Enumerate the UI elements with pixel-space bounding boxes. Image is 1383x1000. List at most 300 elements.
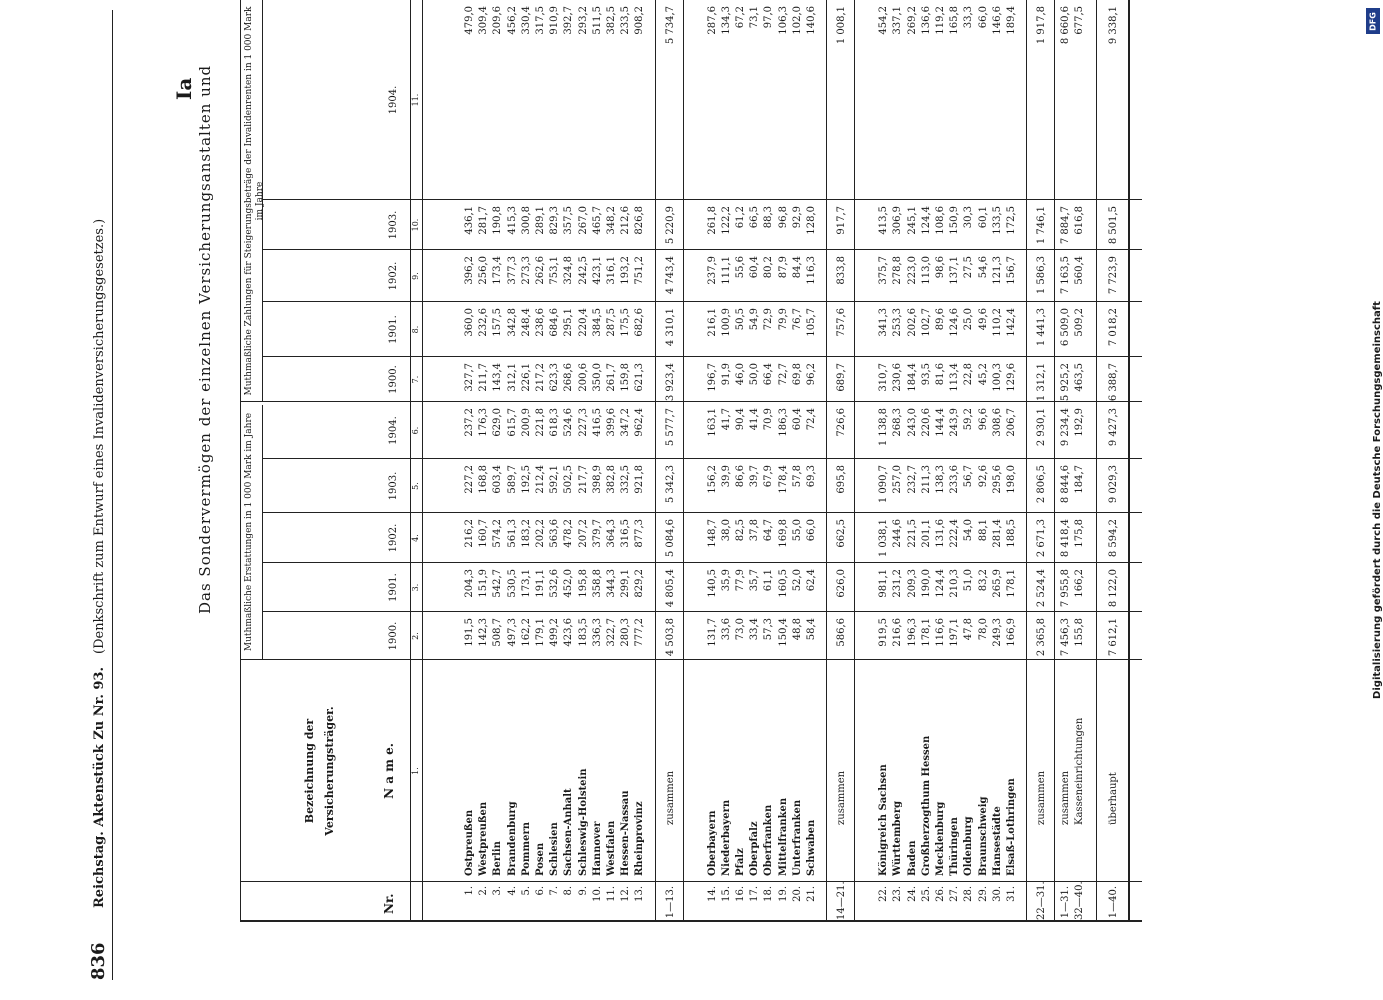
row-number: 24. xyxy=(906,886,918,902)
row-value: 962,4 xyxy=(634,408,646,437)
row-value: 753,1 xyxy=(549,256,561,285)
row-value: 337,1 xyxy=(892,6,904,35)
row-value: 91,9 xyxy=(720,363,732,386)
row-value: 231,2 xyxy=(892,569,904,598)
row-value: 119,2 xyxy=(935,6,946,35)
row-value: 184,7 xyxy=(1074,465,1086,494)
row-value: 156,7 xyxy=(1006,256,1017,285)
row-value: 398,9 xyxy=(591,465,603,494)
row-value: 105,7 xyxy=(806,308,817,337)
row-value: 508,7 xyxy=(492,618,504,647)
group-header-zahlungen: Muthmaßliche Zahlungen für Steigerungsbeträge der Invalidenrenten in 1 000 Mark im Jahre xyxy=(244,6,265,396)
row-value: 6 388,7 xyxy=(1108,363,1120,402)
row-value: 41,7 xyxy=(720,408,732,431)
row-name: Ostpreußen xyxy=(464,809,475,876)
row-value: 227,2 xyxy=(464,465,475,494)
row-name: Oldenburg xyxy=(963,816,975,876)
row-value: 73,0 xyxy=(735,618,746,641)
row-number: 32—40. xyxy=(1074,881,1086,920)
row-value: 917,7 xyxy=(836,206,848,235)
running-title: (Denkschrift zum Entwurf eines Invalidenversicherungsgesetzes.) xyxy=(92,218,107,654)
row-value: 216,2 xyxy=(464,519,475,548)
row-value: 436,1 xyxy=(464,206,475,235)
row-value: 4 805,4 xyxy=(664,569,676,608)
row-value: 90,4 xyxy=(735,408,746,431)
row-value: 216,6 xyxy=(892,618,904,647)
row-value: 173,4 xyxy=(492,256,504,285)
row-value: 55,6 xyxy=(735,256,746,279)
row-value: 230,6 xyxy=(892,363,904,392)
table-border-bottom xyxy=(1128,0,1130,922)
row-value: 106,3 xyxy=(777,6,789,35)
row-number: 7. xyxy=(549,886,561,896)
row-value: 80,2 xyxy=(763,256,775,279)
row-value: 300,8 xyxy=(520,206,532,235)
row-value: 1 441,3 xyxy=(1036,308,1048,347)
row-value: 142,4 xyxy=(1006,308,1017,337)
running-title-bold: Reichstag. Aktenstück Zu Nr. 93. xyxy=(92,667,107,908)
row-number: 6. xyxy=(535,886,546,896)
row-value: 695,8 xyxy=(836,465,848,494)
row-value: 38,0 xyxy=(720,519,732,542)
row-value: 829,2 xyxy=(634,569,646,598)
column-number: 8. xyxy=(411,325,420,334)
row-value: 921,8 xyxy=(634,465,646,494)
row-value: 200,9 xyxy=(520,408,532,437)
column-number: 9. xyxy=(411,272,420,280)
column-number: 6. xyxy=(411,426,420,435)
row-number: 26. xyxy=(935,886,946,902)
row-value: 52,0 xyxy=(791,569,803,592)
row-value: 273,3 xyxy=(520,256,532,285)
row-value: 621,3 xyxy=(634,363,646,392)
row-value: 316,1 xyxy=(606,256,617,285)
row-value: 163,1 xyxy=(706,408,718,437)
row-value: 281,7 xyxy=(478,206,490,235)
row-value: 826,8 xyxy=(634,206,646,235)
column-rule-nr xyxy=(240,881,1142,882)
row-name: Schwaben xyxy=(806,819,817,876)
row-name: Rheinprovinz xyxy=(634,801,646,876)
row-value: 357,5 xyxy=(563,206,575,235)
row-value: 416,5 xyxy=(591,408,603,437)
row-value: 140,6 xyxy=(806,6,817,35)
row-value: 58,4 xyxy=(806,618,817,641)
row-value: 169,8 xyxy=(777,519,789,548)
row-value: 8 122,0 xyxy=(1108,569,1120,608)
row-value: 465,7 xyxy=(591,206,603,235)
row-value: 287,6 xyxy=(706,6,718,35)
row-number: 1—13. xyxy=(664,886,676,919)
dfg-logo xyxy=(1366,8,1380,34)
row-value: 919,5 xyxy=(878,618,890,647)
row-value: 1 917,8 xyxy=(1036,6,1048,45)
row-value: 196,7 xyxy=(706,363,718,392)
row-name: Brandenburg xyxy=(506,801,518,876)
row-value: 8 844,6 xyxy=(1060,465,1072,504)
year-header: 1901. xyxy=(388,573,399,602)
row-value: 563,6 xyxy=(549,519,561,548)
row-value: 30,3 xyxy=(963,206,975,229)
row-value: 89,6 xyxy=(935,308,946,331)
row-value: 312,1 xyxy=(506,363,518,392)
row-value: 144,4 xyxy=(935,408,946,437)
row-value: 142,3 xyxy=(478,618,490,647)
row-name: Thüringen xyxy=(949,817,961,876)
row-value: 478,2 xyxy=(563,519,575,548)
row-number: 2. xyxy=(478,886,490,896)
row-value: 308,6 xyxy=(991,408,1003,437)
row-value: 54,6 xyxy=(977,256,989,279)
row-value: 136,6 xyxy=(920,6,932,35)
row-value: 341,3 xyxy=(878,308,890,337)
row-value: 79,9 xyxy=(777,308,789,331)
row-number: 13. xyxy=(634,886,646,902)
row-value: 33,3 xyxy=(963,6,975,29)
row-value: 499,2 xyxy=(549,618,561,647)
total-rule xyxy=(854,0,855,922)
row-number: 30. xyxy=(991,886,1003,902)
row-value: 60,1 xyxy=(977,206,989,229)
row-value: 615,7 xyxy=(506,408,518,437)
row-value: 160,7 xyxy=(478,519,490,548)
row-name: Hansestädte xyxy=(991,806,1003,876)
year-header: 1904. xyxy=(388,85,399,115)
row-value: 5 734,7 xyxy=(664,6,676,45)
row-number: 12. xyxy=(620,886,632,902)
row-value: 156,2 xyxy=(706,465,718,494)
row-value: 25,0 xyxy=(963,308,975,331)
row-value: 7 955,8 xyxy=(1060,569,1072,608)
row-value: 910,9 xyxy=(549,6,561,35)
row-value: 188,5 xyxy=(1006,519,1017,548)
row-value: 423,1 xyxy=(591,256,603,285)
row-value: 157,5 xyxy=(492,308,504,337)
row-value: 82,5 xyxy=(735,519,746,542)
row-value: 57,8 xyxy=(791,465,803,488)
year-header: 1903. xyxy=(388,471,399,501)
row-value: 399,6 xyxy=(606,408,617,437)
row-number: 20. xyxy=(791,886,803,902)
row-value: 233,6 xyxy=(949,465,961,494)
row-value: 51,0 xyxy=(963,569,975,592)
row-value: 176,3 xyxy=(478,408,490,437)
row-value: 324,8 xyxy=(563,256,575,285)
row-value: 61,1 xyxy=(763,569,775,592)
row-value: 96,2 xyxy=(806,363,817,386)
column-number: 3. xyxy=(411,583,420,592)
row-value: 56,7 xyxy=(963,465,975,488)
row-value: 183,2 xyxy=(520,519,532,548)
block-rule xyxy=(655,0,656,922)
row-value: 278,8 xyxy=(892,256,904,285)
nr-header: Nr. xyxy=(382,893,396,914)
row-value: 59,2 xyxy=(963,408,975,431)
row-value: 684,6 xyxy=(549,308,561,337)
row-value: 245,1 xyxy=(906,206,918,235)
row-value: 87,9 xyxy=(777,256,789,279)
header-rule xyxy=(112,10,113,980)
row-value: 629,0 xyxy=(492,408,504,437)
row-value: 1 586,3 xyxy=(1036,256,1048,295)
row-value: 143,4 xyxy=(492,363,504,392)
row-value: 138,3 xyxy=(935,465,946,494)
row-value: 454,2 xyxy=(878,6,890,35)
row-number: 1—31. xyxy=(1060,886,1072,919)
row-value: 221,8 xyxy=(535,408,546,437)
row-value: 5 220,9 xyxy=(664,206,676,245)
column-number: 11. xyxy=(411,93,420,107)
row-value: 211,3 xyxy=(920,465,932,494)
row-value: 2 524,4 xyxy=(1036,569,1048,608)
row-value: 206,7 xyxy=(1006,408,1017,437)
row-value: 574,2 xyxy=(492,519,504,548)
row-value: 8 660,6 xyxy=(1060,6,1072,45)
row-name: Mecklenburg xyxy=(935,801,946,876)
row-value: 92,6 xyxy=(977,465,989,488)
row-value: 242,5 xyxy=(577,256,589,285)
row-value: 88,3 xyxy=(763,206,775,229)
row-value: 196,3 xyxy=(906,618,918,647)
row-value: 111,1 xyxy=(720,256,732,285)
row-value: 217,2 xyxy=(535,363,546,392)
row-value: 456,2 xyxy=(506,6,518,35)
row-value: 233,5 xyxy=(620,6,632,35)
row-value: 86,6 xyxy=(735,465,746,488)
row-name: Pfalz xyxy=(735,848,746,876)
row-value: 35,7 xyxy=(749,569,761,592)
row-value: 299,1 xyxy=(620,569,632,598)
row-value: 267,0 xyxy=(577,206,589,235)
row-value: 133,5 xyxy=(991,206,1003,235)
row-value: 22,8 xyxy=(963,363,975,386)
row-value: 66,0 xyxy=(977,6,989,29)
row-value: 5 925,2 xyxy=(1060,363,1072,402)
row-value: 198,0 xyxy=(1006,465,1017,494)
row-value: 415,3 xyxy=(506,206,518,235)
dfg-watermark xyxy=(1364,8,1382,992)
row-number: 18. xyxy=(763,886,775,902)
row-value: 256,0 xyxy=(478,256,490,285)
row-value: 35,9 xyxy=(720,569,732,592)
row-value: 178,4 xyxy=(777,465,789,494)
row-value: 463,5 xyxy=(1074,363,1086,392)
row-value: 586,6 xyxy=(836,618,848,647)
column-number: 4. xyxy=(411,534,420,542)
row-number: 14. xyxy=(706,886,718,902)
total-rule xyxy=(683,0,684,922)
row-value: 192,5 xyxy=(520,465,532,494)
row-value: 726,6 xyxy=(836,408,848,437)
row-value: 69,8 xyxy=(791,363,803,386)
row-value: 502,5 xyxy=(563,465,575,494)
row-value: 100,9 xyxy=(720,308,732,337)
row-name: Sachsen-Anhalt xyxy=(563,788,575,876)
table-border-top xyxy=(240,0,241,922)
row-value: 186,3 xyxy=(777,408,789,437)
row-value: 2 671,3 xyxy=(1036,519,1048,558)
row-value: 322,7 xyxy=(606,618,617,647)
row-value: 102,7 xyxy=(920,308,932,337)
row-name: Posen xyxy=(535,842,546,876)
column-number: 7. xyxy=(411,375,420,384)
row-value: 93,5 xyxy=(920,363,932,386)
row-value: 113,4 xyxy=(949,363,961,392)
row-value: 332,5 xyxy=(620,465,632,494)
row-value: 116,6 xyxy=(935,618,946,647)
row-value: 7 612,1 xyxy=(1108,618,1120,657)
row-value: 316,5 xyxy=(620,519,632,548)
row-value: 69,3 xyxy=(806,465,817,488)
row-value: 3 923,4 xyxy=(664,363,676,402)
row-value: 248,4 xyxy=(520,308,532,337)
row-name: Württemberg xyxy=(892,800,904,876)
row-value: 124,4 xyxy=(935,569,946,598)
row-value: 54,9 xyxy=(749,308,761,331)
year-header: 1900. xyxy=(388,365,399,394)
row-value: 306,9 xyxy=(892,206,904,235)
row-value: 195,8 xyxy=(577,569,589,598)
row-value: 212,4 xyxy=(535,465,546,494)
row-value: 92,9 xyxy=(791,206,803,229)
row-value: 7 163,5 xyxy=(1060,256,1072,295)
row-value: 209,6 xyxy=(492,6,504,35)
row-value: 777,2 xyxy=(634,618,646,647)
row-value: 560,4 xyxy=(1074,256,1086,285)
row-value: 72,9 xyxy=(763,308,775,331)
row-value: 877,3 xyxy=(634,519,646,548)
row-value: 102,0 xyxy=(791,6,803,35)
row-value: 330,4 xyxy=(520,6,532,35)
row-name: Königreich Sachsen xyxy=(878,764,890,876)
row-value: 76,7 xyxy=(791,308,803,331)
row-number: 27. xyxy=(949,886,961,902)
row-value: 162,2 xyxy=(520,618,532,647)
table-border-left xyxy=(240,920,1142,922)
group-header-erstattungen: Muthmaßliche Erstattungen in 1 000 Mark im Jahre xyxy=(244,412,254,652)
row-value: 150,9 xyxy=(949,206,961,235)
row-name: zusammen xyxy=(1036,770,1048,825)
row-value: 193,2 xyxy=(620,256,632,285)
row-value: 262,6 xyxy=(535,256,546,285)
row-value: 327,7 xyxy=(464,363,475,392)
row-value: 204,3 xyxy=(464,569,475,598)
row-value: 191,5 xyxy=(464,618,475,647)
row-value: 530,5 xyxy=(506,569,518,598)
row-value: 336,3 xyxy=(591,618,603,647)
row-value: 7 723,9 xyxy=(1108,256,1120,295)
row-value: 207,2 xyxy=(577,519,589,548)
row-value: 48,8 xyxy=(791,618,803,641)
name-header: N a m e. xyxy=(382,743,396,799)
row-name: Mittelfranken xyxy=(777,797,789,876)
row-value: 50,5 xyxy=(735,308,746,331)
row-name: Westpreußen xyxy=(478,801,490,876)
row-value: 190,0 xyxy=(920,569,932,598)
block-rule xyxy=(826,0,827,922)
section-title: Das Sondervermögen der einzelnen Versicherungsanstalten und xyxy=(196,64,214,614)
column-number: 2. xyxy=(411,632,420,640)
row-value: 524,6 xyxy=(563,408,575,437)
row-number: 28. xyxy=(963,886,975,902)
row-value: 4 743,4 xyxy=(664,256,676,295)
row-value: 212,6 xyxy=(620,206,632,235)
row-value: 155,8 xyxy=(1074,618,1086,647)
row-number: 10. xyxy=(591,886,603,902)
row-value: 238,6 xyxy=(535,308,546,337)
row-value: 60,4 xyxy=(749,256,761,279)
row-value: 83,2 xyxy=(977,569,989,592)
row-value: 191,1 xyxy=(535,569,546,598)
year-header: 1904. xyxy=(388,416,399,445)
row-value: 97,0 xyxy=(763,6,775,29)
row-value: 375,7 xyxy=(878,256,890,285)
row-value: 131,7 xyxy=(706,618,718,647)
row-number: 14—21. xyxy=(836,881,848,920)
row-value: 237,2 xyxy=(464,408,475,437)
row-value: 7 884,7 xyxy=(1060,206,1072,245)
row-value: 100,3 xyxy=(991,363,1003,392)
row-value: 1 746,1 xyxy=(1036,206,1048,245)
row-value: 348,2 xyxy=(606,206,617,235)
row-name: zusammen xyxy=(1060,770,1072,825)
row-value: 159,8 xyxy=(620,363,632,392)
row-value: 50,0 xyxy=(749,363,761,386)
year-header: 1901. xyxy=(388,315,399,344)
row-value: 623,3 xyxy=(549,363,561,392)
total-rule xyxy=(1054,0,1055,922)
row-value: 134,3 xyxy=(720,6,732,35)
row-number: 8. xyxy=(563,886,575,896)
row-value: 6 509,0 xyxy=(1060,308,1072,347)
row-value: 151,9 xyxy=(478,569,490,598)
row-value: 175,5 xyxy=(620,308,632,337)
row-value: 2 806,5 xyxy=(1036,465,1048,504)
row-value: 124,4 xyxy=(920,206,932,235)
row-value: 309,4 xyxy=(478,6,490,35)
row-value: 1 312,1 xyxy=(1036,363,1048,402)
row-name: Schlesien xyxy=(549,822,561,876)
row-value: 257,0 xyxy=(892,465,904,494)
row-name: Berlin xyxy=(492,841,504,876)
row-number: 1—40. xyxy=(1108,886,1120,919)
row-number: 17. xyxy=(749,886,761,902)
row-value: 88,1 xyxy=(977,519,989,542)
row-value: 4 310,1 xyxy=(664,308,676,347)
row-value: 377,3 xyxy=(506,256,518,285)
row-value: 67,2 xyxy=(735,6,746,29)
row-value: 347,2 xyxy=(620,408,632,437)
row-name: Schleswig-Holstein xyxy=(577,768,589,876)
row-value: 7 018,2 xyxy=(1108,308,1120,347)
row-value: 73,1 xyxy=(749,6,761,29)
row-value: 189,4 xyxy=(1006,6,1017,35)
row-value: 2 365,8 xyxy=(1036,618,1048,657)
row-value: 261,7 xyxy=(606,363,617,392)
row-value: 173,1 xyxy=(520,569,532,598)
row-value: 45,2 xyxy=(977,363,989,386)
row-value: 116,3 xyxy=(806,256,817,285)
row-value: 166,9 xyxy=(1006,618,1017,647)
year-header: 1902. xyxy=(388,523,399,553)
row-value: 183,5 xyxy=(577,618,589,647)
row-value: 237,9 xyxy=(706,256,718,285)
row-value: 287,5 xyxy=(606,308,617,337)
row-value: 689,7 xyxy=(836,363,848,392)
row-value: 84,4 xyxy=(791,256,803,279)
row-value: 295,6 xyxy=(991,465,1003,494)
page-number: 836 xyxy=(88,942,109,980)
